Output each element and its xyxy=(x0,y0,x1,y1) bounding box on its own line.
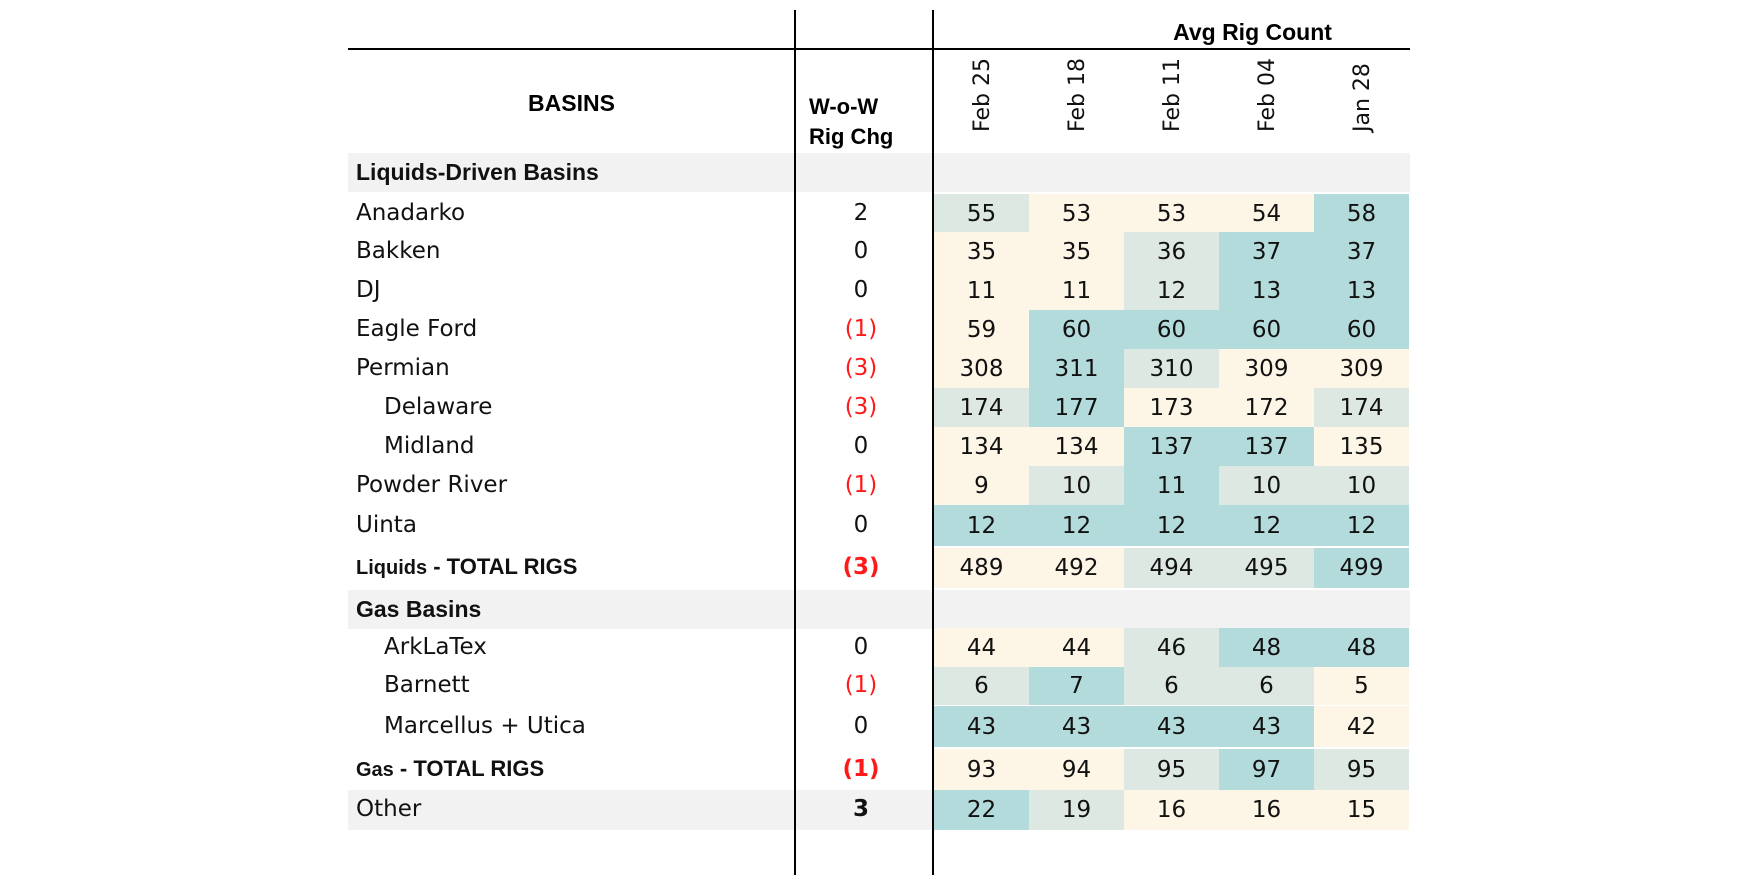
rig-count-cell: 134 xyxy=(934,427,1029,466)
wow-change: (3) xyxy=(842,554,880,580)
rig-count-cell: 308 xyxy=(934,349,1029,388)
rig-count-cell: 60 xyxy=(1124,310,1219,349)
wow-change: (1) xyxy=(844,315,878,342)
rig-count-cell: 13 xyxy=(1219,271,1314,310)
rig-count-cell: 16 xyxy=(1124,790,1219,830)
total-label-suffix: - TOTAL RIGS xyxy=(427,554,578,579)
rig-count-cell: 6 xyxy=(934,667,1029,705)
rig-count-cell: 37 xyxy=(1314,232,1409,271)
rig-count-cell: 177 xyxy=(1029,388,1124,427)
rig-count-cell: 5 xyxy=(1314,667,1409,705)
basin-label: Permian xyxy=(356,354,450,381)
section-band xyxy=(348,590,1410,629)
basins-header: BASINS xyxy=(528,90,615,116)
basin-label: Anadarko xyxy=(356,199,466,226)
basin-label: Marcellus + Utica xyxy=(384,712,586,739)
rig-count-cell: 43 xyxy=(1029,706,1124,747)
rig-count-cell: 43 xyxy=(934,706,1029,747)
rig-count-cell: 95 xyxy=(1314,749,1409,790)
section-label: Gas Basins xyxy=(356,595,482,622)
rig-count-cell: 43 xyxy=(1219,706,1314,747)
rig-count-cell: 495 xyxy=(1219,548,1314,588)
rig-count-cell: 6 xyxy=(1219,667,1314,705)
rig-count-cell: 135 xyxy=(1314,427,1409,466)
rig-count-cell: 12 xyxy=(1124,271,1219,310)
rig-count-cell: 16 xyxy=(1219,790,1314,830)
date-header xyxy=(934,48,1029,132)
rig-count-cell: 46 xyxy=(1124,628,1219,667)
rig-count-cell: 11 xyxy=(934,271,1029,310)
date-header-label: Feb 18 xyxy=(1064,58,1090,132)
rig-count-cell: 15 xyxy=(1314,790,1409,830)
basin-label: Midland xyxy=(384,432,475,459)
date-header-label: Feb 25 xyxy=(969,58,995,132)
wow-change: 0 xyxy=(853,237,869,264)
section-label: Liquids-Driven Basins xyxy=(356,158,599,185)
header-rule xyxy=(348,48,1410,50)
date-header xyxy=(1029,48,1124,132)
wow-change: 0 xyxy=(853,633,869,660)
rig-count-cell: 54 xyxy=(1219,194,1314,233)
rig-count-cell: 60 xyxy=(1314,310,1409,349)
rig-count-cell: 10 xyxy=(1314,466,1409,505)
rig-count-cell: 59 xyxy=(934,310,1029,349)
date-header-label: Feb 04 xyxy=(1254,58,1280,132)
rig-count-cell: 134 xyxy=(1029,427,1124,466)
rig-count-cell: 13 xyxy=(1314,271,1409,310)
wow-change: (3) xyxy=(844,354,878,381)
rig-count-cell: 489 xyxy=(934,548,1029,588)
rig-count-cell: 137 xyxy=(1219,427,1314,466)
rig-count-cell: 48 xyxy=(1219,628,1314,667)
rig-count-cell: 492 xyxy=(1029,548,1124,588)
rig-count-cell: 36 xyxy=(1124,232,1219,271)
wow-change: (1) xyxy=(842,755,880,782)
total-label-group: Gas xyxy=(356,758,394,781)
divider-basins-wow xyxy=(794,10,796,875)
rig-count-cell: 53 xyxy=(1124,194,1219,233)
basin-label: Delaware xyxy=(384,393,493,420)
rig-count-cell: 309 xyxy=(1314,349,1409,388)
basin-label: Uinta xyxy=(356,511,417,538)
avg-rig-count-header: Avg Rig Count xyxy=(1173,19,1332,45)
rig-count-cell: 309 xyxy=(1219,349,1314,388)
rig-count-cell: 93 xyxy=(934,749,1029,790)
rig-count-cell: 173 xyxy=(1124,388,1219,427)
wow-header-line1: W-o-W xyxy=(809,94,879,119)
basin-label: Bakken xyxy=(356,237,441,264)
rig-count-cell: 58 xyxy=(1314,194,1409,233)
rig-count-cell: 60 xyxy=(1219,310,1314,349)
rig-count-cell: 53 xyxy=(1029,194,1124,233)
rig-count-cell: 44 xyxy=(1029,628,1124,667)
wow-change: 0 xyxy=(853,511,869,538)
rig-count-cell: 6 xyxy=(1124,667,1219,705)
rig-count-cell: 60 xyxy=(1029,310,1124,349)
total-row-label xyxy=(356,755,545,781)
basin-label: Barnett xyxy=(384,672,470,698)
date-header-label: Feb 11 xyxy=(1159,58,1185,132)
wow-header-line2: Rig Chg xyxy=(809,124,894,149)
basin-label: ArkLaTex xyxy=(384,633,487,660)
rig-count-cell: 95 xyxy=(1124,749,1219,790)
rig-count-cell: 94 xyxy=(1029,749,1124,790)
rig-count-cell: 48 xyxy=(1314,628,1409,667)
rig-count-cell: 19 xyxy=(1029,790,1124,830)
rig-count-cell: 310 xyxy=(1124,349,1219,388)
rig-count-cell: 42 xyxy=(1314,706,1409,747)
rig-count-cell: 22 xyxy=(934,790,1029,830)
wow-change: 2 xyxy=(853,199,869,226)
rig-count-cell: 11 xyxy=(1124,466,1219,505)
total-label-suffix: - TOTAL RIGS xyxy=(393,755,545,781)
rig-count-cell: 494 xyxy=(1124,548,1219,588)
total-row-label xyxy=(356,556,577,578)
wow-change: 3 xyxy=(852,796,869,822)
rig-count-table xyxy=(348,0,1410,875)
rig-count-cell: 311 xyxy=(1029,349,1124,388)
rig-count-cell: 174 xyxy=(1314,388,1409,427)
rig-count-cell: 37 xyxy=(1219,232,1314,271)
wow-change: (1) xyxy=(844,672,878,698)
rig-count-cell: 12 xyxy=(1029,505,1124,546)
date-header-label: Jan 28 xyxy=(1349,63,1375,132)
basin-label: DJ xyxy=(356,276,381,303)
rig-count-cell: 10 xyxy=(1029,466,1124,505)
rig-count-cell: 12 xyxy=(1219,505,1314,546)
rig-count-cell: 44 xyxy=(934,628,1029,667)
rig-count-cell: 35 xyxy=(1029,232,1124,271)
rig-count-cell: 174 xyxy=(934,388,1029,427)
rig-count-cell: 12 xyxy=(1314,505,1409,546)
rig-count-cell: 12 xyxy=(934,505,1029,546)
rig-count-cell: 172 xyxy=(1219,388,1314,427)
rig-count-cell: 35 xyxy=(934,232,1029,271)
wow-change: 0 xyxy=(853,276,869,303)
rig-count-cell: 7 xyxy=(1029,667,1124,705)
date-header xyxy=(1124,48,1219,132)
rig-count-cell: 9 xyxy=(934,466,1029,505)
rig-count-cell: 55 xyxy=(934,194,1029,233)
rig-count-cell: 499 xyxy=(1314,548,1409,588)
rig-count-cell: 97 xyxy=(1219,749,1314,790)
rig-count-cell: 12 xyxy=(1124,505,1219,546)
wow-change: 0 xyxy=(853,712,869,739)
rig-count-cell: 43 xyxy=(1124,706,1219,747)
basin-label: Eagle Ford xyxy=(356,315,478,342)
wow-change: (3) xyxy=(844,393,878,420)
divider-wow-dates xyxy=(932,10,934,875)
rig-count-cell: 11 xyxy=(1029,271,1124,310)
date-header xyxy=(1314,48,1409,132)
total-label-group: Liquids xyxy=(356,557,428,579)
basin-label: Powder River xyxy=(356,471,508,498)
basin-label: Other xyxy=(356,796,422,822)
rig-count-cell: 10 xyxy=(1219,466,1314,505)
wow-change: 0 xyxy=(853,432,869,459)
wow-change: (1) xyxy=(844,471,878,498)
date-header xyxy=(1219,48,1314,132)
rig-count-cell: 137 xyxy=(1124,427,1219,466)
